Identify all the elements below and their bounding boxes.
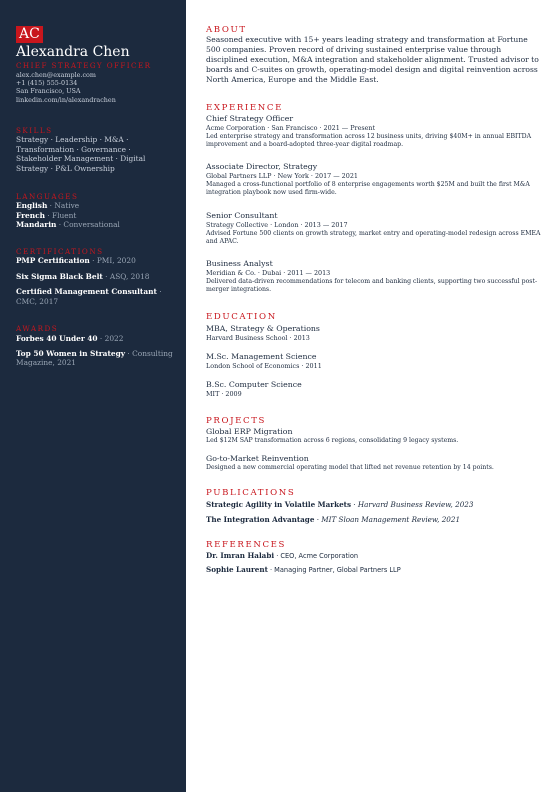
skills-text: Strategy · Leadership · M&A · Transformation · Governance · Stakeholder Management · Digital Strategy · P&L Ownership <box>16 135 146 173</box>
degree-school: London School of Economics · 2011 <box>206 362 322 370</box>
job-description: Led enterprise strategy and transformation across 12 business units, driving $40M+ in annual EBITDA improvement and a board-adopted three-year digital roadmap. <box>206 133 532 149</box>
experience-item <box>206 162 542 198</box>
experience-item <box>206 259 542 295</box>
contact-linkedin[interactable]: linkedin.com/in/alexandrachen <box>16 95 116 104</box>
job-description: Managed a cross-functional portfolio of 8 enterprise engagements worth $25M and built the first M&A integration playbook now used firm-wide. <box>206 181 530 197</box>
degree-title: MBA, Strategy & Operations <box>206 324 320 333</box>
project-description: Led $12M SAP transformation across 6 regions, consolidating 9 legacy systems. <box>206 437 459 444</box>
certification-item: PMP Certification · PMI, 2020 <box>16 256 136 265</box>
contact-phone[interactable]: +1 (415) 555-0134 <box>16 79 78 88</box>
contact-location: San Francisco, USA <box>16 87 81 96</box>
job-meta: Global Partners LLP · New York · 2017 — 2021 <box>206 172 358 180</box>
contact-block <box>16 71 116 104</box>
language-item: English · Native <box>16 201 80 210</box>
experience-heading: EXPERIENCE <box>206 103 283 113</box>
awards-heading: AWARDS <box>16 324 59 333</box>
publications-heading: PUBLICATIONS <box>206 488 296 498</box>
project-description: Designed a new commercial operating model that lifted net revenue retention by 14 points. <box>206 464 494 471</box>
project-title: Go-to-Market Reinvention <box>206 454 309 463</box>
languages-heading: LANGUAGES <box>16 192 79 201</box>
projects-heading: PROJECTS <box>206 416 267 426</box>
candidate-name: Alexandra Chen <box>16 44 130 60</box>
awards-list <box>16 334 176 368</box>
monogram-badge: AC <box>16 26 43 43</box>
project-title: Global ERP Migration <box>206 427 293 436</box>
job-meta: Meridian & Co. · Dubai · 2011 — 2013 <box>206 269 331 277</box>
job-meta: Strategy Collective · London · 2013 — 2017 <box>206 221 348 229</box>
certification-item: Six Sigma Black Belt · ASQ, 2018 <box>16 271 150 281</box>
job-title: Chief Strategy Officer <box>206 114 294 123</box>
project-item <box>206 427 542 445</box>
certifications-heading: CERTIFICATIONS <box>16 247 104 256</box>
sidebar <box>0 0 186 792</box>
language-item: French · Fluent <box>16 210 77 220</box>
reference-item: Sophie Laurent · Managing Partner, Global Partners LLP <box>206 565 401 574</box>
language-item: Mandarin · Conversational <box>16 220 120 230</box>
certifications-list <box>16 256 176 306</box>
award-item: Top 50 Women in Strategy · Consulting Magazine, 2021 <box>16 348 173 368</box>
education-item <box>206 324 542 343</box>
references-heading: REFERENCES <box>206 540 286 550</box>
education-item <box>206 352 542 371</box>
about-text: Seasoned executive with 15+ years leading strategy and transformation at Fortune 500 companies. Proven record of driving sustained enterprise value through disciplined execution, M&A integration and stakeholder alignment. Trusted advisor to boards and C-suites on growth, operating-model design and digital reinvention across North America, Europe and the Middle East. <box>206 35 539 85</box>
reference-item: Dr. Imran Halabi · CEO, Acme Corporation <box>206 551 359 560</box>
job-title: Senior Consultant <box>206 211 278 220</box>
candidate-role: CHIEF STRATEGY OFFICER <box>16 61 152 70</box>
publication-item: The Integration Advantage · MIT Sloan Management Review, 2021 <box>206 515 461 524</box>
job-title: Associate Director, Strategy <box>206 162 318 171</box>
job-description: Delivered data-driven recommendations for telecom and banking clients, supporting two successful post-merger integrations. <box>206 278 538 294</box>
about-heading: ABOUT <box>206 25 247 35</box>
publication-item: Strategic Agility in Volatile Markets · Harvard Business Review, 2023 <box>206 500 474 509</box>
project-item <box>206 454 542 472</box>
education-item <box>206 380 542 399</box>
job-title: Business Analyst <box>206 259 273 268</box>
contact-email[interactable]: alex.chen@example.com <box>16 71 96 79</box>
award-item: Forbes 40 Under 40 · 2022 <box>16 334 124 343</box>
skills-heading: SKILLS <box>16 126 53 135</box>
certification-item: Certified Management Consultant · CMC, 2017 <box>16 287 162 306</box>
job-meta: Acme Corporation · San Francisco · 2021 — Present <box>206 124 376 132</box>
education-heading: EDUCATION <box>206 312 277 322</box>
degree-title: B.Sc. Computer Science <box>206 380 302 389</box>
degree-title: M.Sc. Management Science <box>206 352 317 361</box>
job-description: Advised Fortune 500 clients on growth strategy, market entry and operating-model redesign across EMEA and APAC. <box>206 230 541 246</box>
degree-school: Harvard Business School · 2013 <box>206 334 310 342</box>
degree-school: MIT · 2009 <box>206 390 242 398</box>
languages-list <box>16 201 176 230</box>
experience-item <box>206 114 542 150</box>
experience-item <box>206 211 542 247</box>
